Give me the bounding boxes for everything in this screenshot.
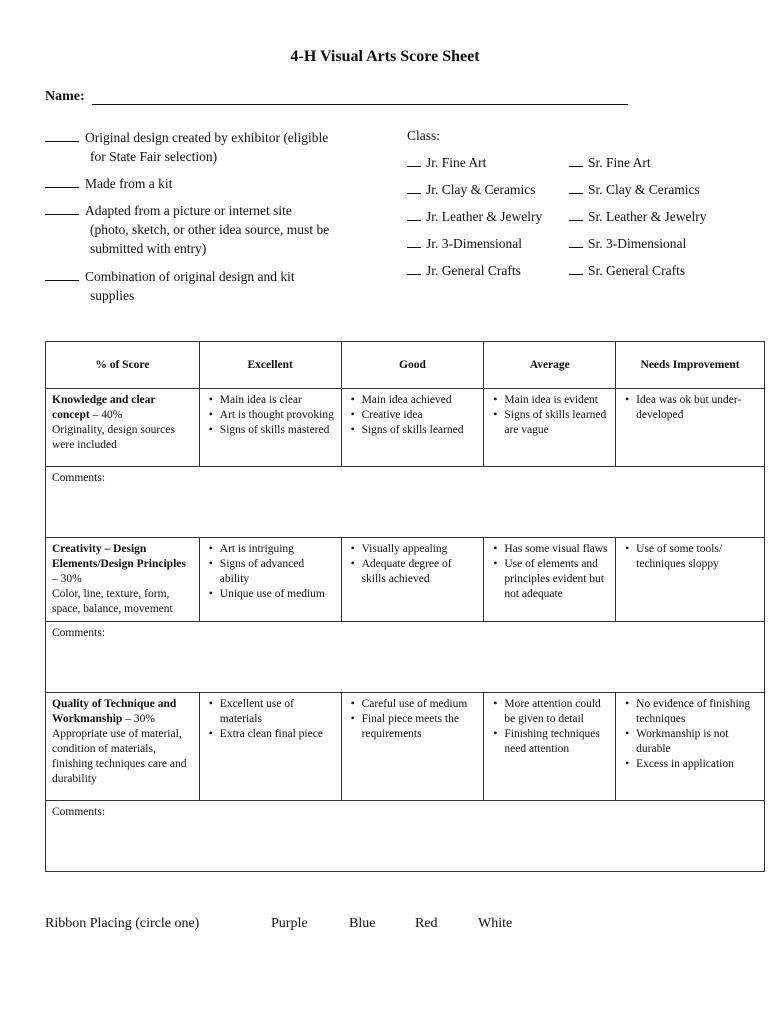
good-cell bbox=[341, 389, 484, 467]
class-jr-leather[interactable] bbox=[407, 209, 542, 225]
average-cell bbox=[484, 389, 616, 467]
criterion-desc: Originality, design sources were included bbox=[52, 424, 175, 451]
ribbon-white[interactable]: White bbox=[478, 916, 513, 931]
list-item: • Signs of skills learned bbox=[362, 423, 478, 438]
needs-cell bbox=[616, 693, 765, 801]
excellent-cell bbox=[199, 693, 341, 801]
excellent-cell bbox=[199, 389, 341, 467]
header-good: Good bbox=[341, 342, 484, 389]
list-item: • Has some visual flaws bbox=[504, 542, 609, 557]
comments-row[interactable] bbox=[46, 801, 765, 872]
class-label: Class: bbox=[407, 128, 441, 143]
option-blank[interactable] bbox=[45, 214, 79, 215]
list-item: • Art is intriguing bbox=[220, 542, 335, 557]
class-sr-general[interactable] bbox=[569, 263, 685, 279]
list-item: • Unique use of medium bbox=[220, 587, 335, 602]
class-jr-3d[interactable] bbox=[407, 236, 522, 252]
header-excellent: Excellent bbox=[199, 342, 341, 389]
list-item: • Extra clean final piece bbox=[220, 727, 335, 742]
table-row bbox=[46, 693, 765, 801]
option-blank[interactable] bbox=[45, 141, 79, 142]
option-label-cont: supplies bbox=[90, 288, 135, 303]
criterion-pct: – 40% bbox=[89, 409, 123, 421]
name-input-line[interactable] bbox=[92, 104, 628, 105]
class-label-text: Sr. Clay & Ceramics bbox=[588, 182, 700, 197]
header-needs-improvement: Needs Improvement bbox=[616, 342, 765, 389]
criterion-pct: – 30% bbox=[52, 573, 82, 585]
criterion-desc: Color, line, texture, form, space, balance, movement bbox=[52, 588, 173, 615]
option-blank[interactable] bbox=[45, 280, 79, 281]
list-item: • Use of some tools/ techniques sloppy bbox=[636, 542, 758, 572]
comments-label: Comments: bbox=[52, 806, 106, 818]
list-item: • Signs of skills mastered bbox=[220, 423, 335, 438]
needs-cell bbox=[616, 389, 765, 467]
option-label-cont: submitted with entry) bbox=[90, 241, 207, 256]
list-item: • Signs of advanced ability bbox=[220, 557, 335, 587]
list-item: • Main idea achieved bbox=[362, 393, 478, 408]
criterion-title: Creativity – Design Elements/Design Principles bbox=[52, 543, 186, 570]
option-blank[interactable] bbox=[45, 187, 79, 188]
criterion-cell bbox=[46, 389, 200, 467]
list-item: • Workmanship is not durable bbox=[636, 727, 758, 757]
header-average: Average bbox=[484, 342, 616, 389]
class-label-text: Jr. Fine Art bbox=[426, 155, 487, 170]
class-sr-clay[interactable] bbox=[569, 182, 700, 198]
option-original[interactable] bbox=[45, 128, 328, 166]
criterion-cell bbox=[46, 693, 200, 801]
option-kit[interactable] bbox=[45, 174, 172, 193]
good-cell bbox=[341, 538, 484, 622]
criterion-desc: Appropriate use of material, condition of materials, finishing techniques care and durability bbox=[52, 728, 187, 785]
ribbon-blue[interactable]: Blue bbox=[349, 916, 376, 931]
class-label-text: Jr. Leather & Jewelry bbox=[426, 209, 543, 224]
list-item: • Signs of skills learned are vague bbox=[504, 408, 609, 438]
comments-row[interactable] bbox=[46, 467, 765, 538]
name-label: Name: bbox=[45, 89, 85, 104]
list-item: • Idea was ok but under-developed bbox=[636, 393, 758, 423]
option-label-cont: (photo, sketch, or other idea source, must be bbox=[90, 222, 330, 237]
ribbon-label: Ribbon Placing (circle one) bbox=[45, 916, 200, 931]
class-jr-fine-art[interactable] bbox=[407, 155, 486, 171]
ribbon-red[interactable]: Red bbox=[415, 916, 438, 931]
class-label-text: Sr. Fine Art bbox=[588, 155, 651, 170]
list-item: • Main idea is clear bbox=[220, 393, 335, 408]
needs-cell bbox=[616, 538, 765, 622]
comments-label: Comments: bbox=[52, 472, 106, 484]
list-item: • Use of elements and principles evident but not adequate bbox=[504, 557, 609, 602]
option-label-cont: for State Fair selection) bbox=[90, 149, 218, 164]
list-item: • No evidence of finishing techniques bbox=[636, 697, 758, 727]
criterion-title: Quality of Technique and Workmanship bbox=[52, 698, 177, 725]
class-sr-fine-art[interactable] bbox=[569, 155, 651, 171]
list-item: • Excellent use of materials bbox=[220, 697, 335, 727]
comments-label: Comments: bbox=[52, 627, 106, 639]
score-rubric-table bbox=[45, 341, 765, 872]
comments-field[interactable] bbox=[46, 622, 765, 693]
list-item: • Art is thought provoking bbox=[220, 408, 335, 423]
criterion-pct: – 30% bbox=[122, 713, 155, 725]
comments-field[interactable] bbox=[46, 801, 765, 872]
average-cell bbox=[484, 693, 616, 801]
table-header-row bbox=[46, 342, 765, 389]
option-label: Original design created by exhibitor (eligible bbox=[85, 130, 329, 145]
table-row bbox=[46, 389, 765, 467]
option-label: Made from a kit bbox=[85, 176, 173, 191]
list-item: • Final piece meets the requirements bbox=[362, 712, 478, 742]
list-item: • Excess in application bbox=[636, 757, 758, 772]
class-label-text: Jr. Clay & Ceramics bbox=[426, 182, 536, 197]
table-row bbox=[46, 538, 765, 622]
list-item: • Careful use of medium bbox=[362, 697, 478, 712]
list-item: • More attention could be given to detail bbox=[504, 697, 609, 727]
comments-field[interactable] bbox=[46, 467, 765, 538]
ribbon-purple[interactable]: Purple bbox=[271, 916, 308, 931]
comments-row[interactable] bbox=[46, 622, 765, 693]
excellent-cell bbox=[199, 538, 341, 622]
class-sr-3d[interactable] bbox=[569, 236, 686, 252]
average-cell bbox=[484, 538, 616, 622]
option-adapted[interactable] bbox=[45, 201, 329, 258]
class-label-text: Sr. 3-Dimensional bbox=[588, 236, 687, 251]
class-sr-leather[interactable] bbox=[569, 209, 706, 225]
list-item: • Main idea is evident bbox=[504, 393, 609, 408]
class-jr-clay[interactable] bbox=[407, 182, 535, 198]
class-label-text: Sr. General Crafts bbox=[588, 263, 686, 278]
header-score: % of Score bbox=[46, 342, 200, 389]
class-label-text: Sr. Leather & Jewelry bbox=[588, 209, 707, 224]
list-item: • Finishing techniques need attention bbox=[504, 727, 609, 757]
option-label: Combination of original design and kit bbox=[85, 269, 295, 284]
criterion-cell bbox=[46, 538, 200, 622]
good-cell bbox=[341, 693, 484, 801]
class-label-text: Jr. 3-Dimensional bbox=[426, 236, 522, 251]
criterion-title: Knowledge and clear concept bbox=[52, 394, 156, 421]
class-jr-general[interactable] bbox=[407, 263, 521, 279]
list-item: • Creative idea bbox=[362, 408, 478, 423]
option-label: Adapted from a picture or internet site bbox=[85, 203, 292, 218]
option-combination[interactable] bbox=[45, 267, 295, 305]
page-title: 4-H Visual Arts Score Sheet bbox=[290, 48, 480, 65]
list-item: • Visually appealing bbox=[362, 542, 478, 557]
list-item: • Adequate degree of skills achieved bbox=[362, 557, 478, 587]
class-label-text: Jr. General Crafts bbox=[426, 263, 521, 278]
